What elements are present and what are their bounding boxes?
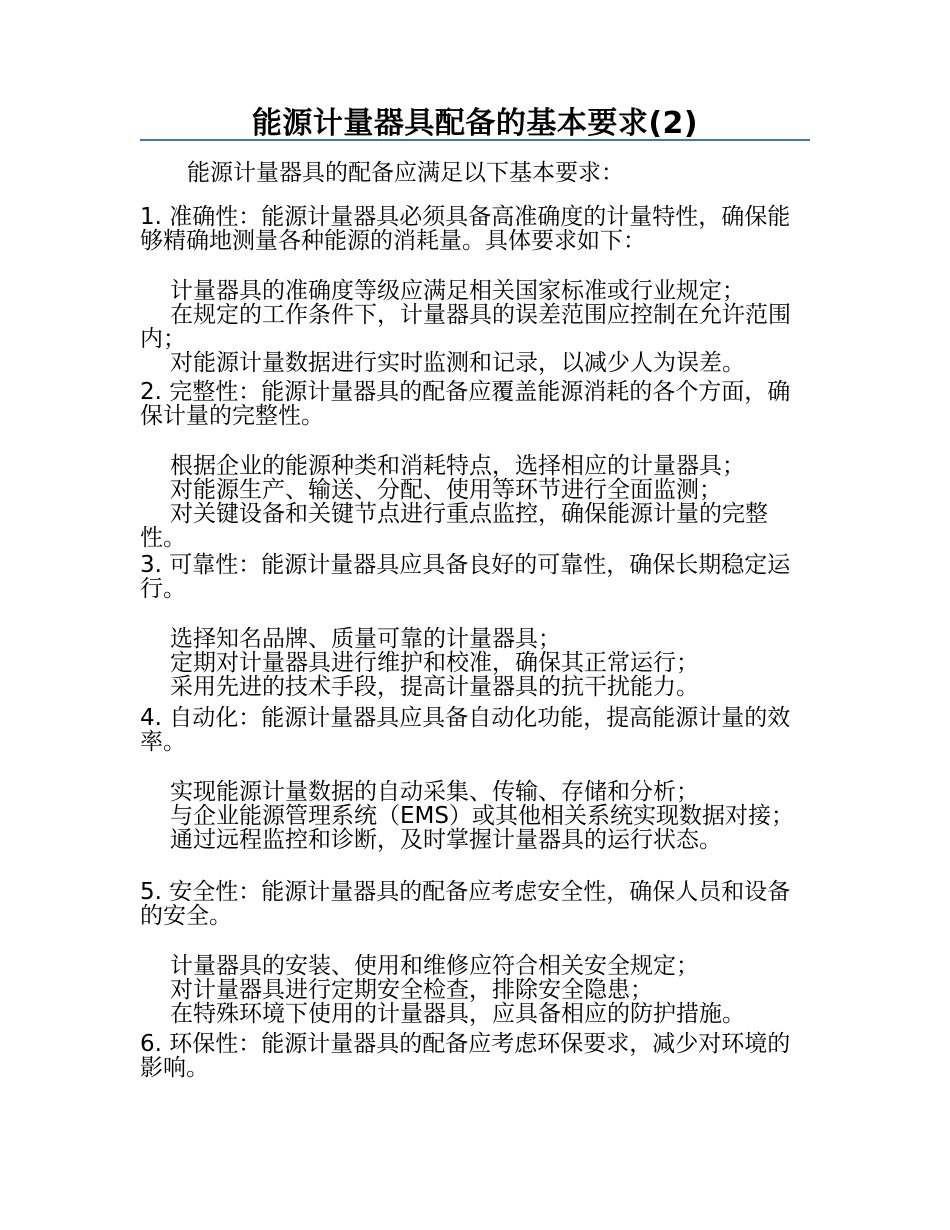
section-automation [140, 706, 800, 852]
section-items [140, 627, 800, 699]
list-item: 与企业能源管理系统（EMS）或其他相关系统实现数据对接； [170, 803, 794, 829]
title-underline [140, 139, 810, 141]
list-item: 采用先进的技术手段，提高计量器具的抗干扰能力。 [170, 674, 699, 700]
section-items [140, 780, 800, 852]
section-heading: 5. 安全性：能源计量器具的配备应考虑安全性，确保人员和设备的安全。 [140, 879, 791, 929]
section-accuracy [140, 205, 800, 375]
section-reliability [140, 553, 800, 699]
list-item: 计量器具的安装、使用和维修应符合相关安全规定； [170, 953, 699, 979]
section-safety [140, 880, 800, 1026]
section-environmental [140, 1032, 800, 1080]
section-heading: 6. 环保性：能源计量器具的配备应考虑环保要求，减少对环境的影响。 [140, 1031, 791, 1081]
list-item: 在特殊环境下使用的计量器具，应具备相应的防护措施。 [170, 1001, 745, 1027]
section-heading: 1. 准确性：能源计量器具必须具备高准确度的计量特性，确保能够精确地测量各种能源的消耗量。具体要求如下： [140, 204, 791, 254]
section-heading: 4. 自动化：能源计量器具应具备自动化功能，提高能源计量的效率。 [140, 705, 791, 755]
list-item: 在规定的工作条件下，计量器具的误差范围应控制在允许范围内； [140, 302, 791, 352]
section-items [140, 954, 800, 1026]
list-item: 选择知名品牌、质量可靠的计量器具； [170, 626, 561, 652]
section-heading: 3. 可靠性：能源计量器具应具备良好的可靠性，确保长期稳定运行。 [140, 552, 791, 602]
list-item: 定期对计量器具进行维护和校准，确保其正常运行； [170, 650, 699, 676]
list-item: 实现能源计量数据的自动采集、传输、存储和分析； [170, 779, 699, 805]
list-item: 对计量器具进行定期安全检查，排除安全隐患； [170, 977, 653, 1003]
list-item: 对能源计量数据进行实时监测和记录，以减少人为误差。 [170, 350, 745, 376]
page-title: 能源计量器具配备的基本要求(2) [251, 106, 699, 141]
section-items [140, 279, 800, 375]
section-completeness [140, 380, 800, 550]
list-item: 根据企业的能源种类和消耗特点，选择相应的计量器具； [170, 453, 745, 479]
list-item: 对能源生产、输送、分配、使用等环节进行全面监测； [170, 477, 722, 503]
list-item: 通过远程监控和诊断，及时掌握计量器具的运行状态。 [170, 827, 722, 853]
list-item: 对关键设备和关键节点进行重点监控，确保能源计量的完整性。 [140, 501, 768, 551]
intro-text: 能源计量器具的配备应满足以下基本要求： [187, 160, 624, 186]
section-items [140, 454, 800, 550]
list-item: 计量器具的准确度等级应满足相关国家标准或行业规定； [170, 278, 745, 304]
section-heading: 2. 完整性：能源计量器具的配备应覆盖能源消耗的各个方面，确保计量的完整性。 [140, 379, 791, 429]
